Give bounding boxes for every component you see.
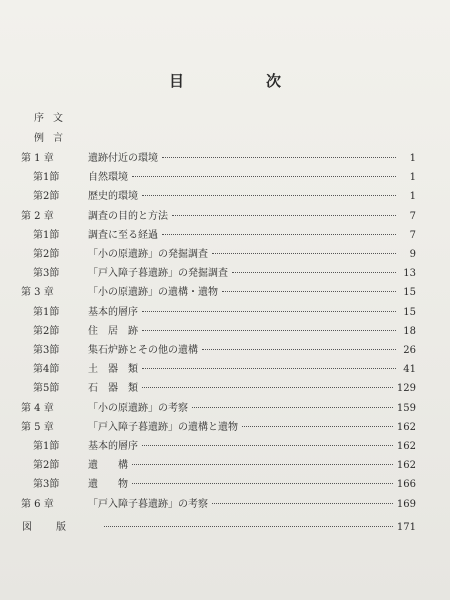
dot-leader [142,387,393,388]
toc-entry [0,343,450,359]
toc-entry-line [88,305,416,321]
toc-entry-line [88,362,416,378]
toc-entry [0,439,450,455]
toc-entry-line [88,324,416,340]
toc-entry [0,381,450,397]
toc-entry-title: 住 居 跡 [88,325,138,337]
toc-entry-line [88,170,416,186]
toc-entry [0,497,450,513]
page-number: 171 [396,522,416,533]
dot-leader [142,311,396,312]
toc-entry-title: 「小の原遺跡」の考察 [88,402,188,414]
dot-leader [132,464,393,465]
section-label: 第3節 [33,479,60,491]
page-number: 9 [409,249,416,260]
toc-entry [0,151,450,167]
section-label: 第2節 [33,325,60,337]
dot-leader [162,234,396,235]
dot-leader [242,426,393,427]
section-label: 第2節 [33,460,60,472]
toc-entry-title: 「小の原遺跡」の発掘調査 [88,249,208,260]
page-number: 13 [403,268,416,280]
toc-entry-line [88,228,416,244]
toc-entry-line [88,247,416,263]
page-number: 1 [409,153,416,164]
toc-entry-title: 「小の原遺跡」の遺構・遺物 [88,287,218,299]
section-label: 第1節 [33,229,60,241]
page-number: 162 [396,421,416,433]
toc-entry-title: 遺 物 [88,479,128,491]
section-label: 第5節 [33,383,60,395]
toc-entry [0,305,450,321]
dot-leader [132,483,393,484]
plates-label: 図版 [22,522,90,533]
plates-row [0,520,450,536]
chapter-label: 第 4 章 [21,402,54,414]
page-number: 162 [396,460,416,472]
chapter-label: 第 5 章 [21,421,54,433]
page-number: 7 [409,210,416,222]
toc-entry-title: 土 器 類 [88,364,138,376]
page-number: 1 [409,172,416,184]
toc-entry-title: 集石炉跡とその他の遺構 [88,345,198,356]
page-number: 26 [403,345,416,356]
dot-leader [212,503,393,504]
dot-leader [192,407,393,408]
page-number: 15 [403,306,416,318]
toc-entry-line [88,381,416,397]
page-number: 159 [396,402,416,414]
chapter-label: 第 2 章 [21,210,54,222]
page-number: 162 [396,441,416,452]
section-label: 第1節 [33,441,60,452]
page-number: 129 [396,383,416,395]
toc-entry-title: 調査に至る経過 [88,229,158,241]
dot-leader [142,330,396,331]
page-number: 18 [403,325,416,337]
toc-entry [0,477,450,493]
toc-entry-line [88,439,416,455]
page-number: 169 [396,498,416,510]
toc-entry-line [88,285,416,301]
page-number: 7 [409,229,416,241]
page-number: 41 [403,364,416,376]
toc-entry-line [88,209,416,225]
toc-entry [0,420,450,436]
toc-entry [0,228,450,244]
toc-entry-title: 石 器 類 [88,383,138,395]
section-label: 第4節 [33,364,60,376]
toc-entry [0,458,450,474]
dot-leader [162,157,396,158]
toc-entry-line [88,343,416,359]
section-label: 第3節 [33,345,60,356]
toc-entry [0,266,450,282]
section-label: 第2節 [33,249,60,260]
page-title [0,70,450,91]
toc-entry-line [88,477,416,493]
toc-entry-line [88,151,416,167]
front-matter-label: 例言 [34,133,72,144]
toc-entry [0,324,450,340]
dot-leader [142,445,393,446]
title-char-1: 目 [168,72,184,90]
toc-entry-title: 遺跡付近の環境 [88,153,158,164]
section-label: 第2節 [33,191,60,203]
toc-entry-line [88,458,416,474]
section-label: 第1節 [33,306,60,318]
section-label: 第1節 [33,172,60,184]
toc-entry-title: 「戸入障子暮遺跡」の遺構と遺物 [88,421,238,433]
dot-leader [172,215,396,216]
toc-entry [0,189,450,205]
toc-entry-line [88,401,416,417]
dot-leader [142,368,396,369]
dot-leader [104,526,393,527]
toc-entry-title: 基本的層序 [88,441,138,452]
page-number: 166 [396,479,416,491]
toc-entry-line [88,189,416,205]
toc-entry-line [88,420,416,436]
section-label: 第3節 [33,268,60,280]
toc-entry [0,362,450,378]
toc-entry [0,401,450,417]
front-matter-row [0,131,450,147]
chapter-label: 第 6 章 [21,498,54,510]
dot-leader [142,195,396,196]
page-number: 15 [403,287,416,299]
toc-entry [0,247,450,263]
front-matter-row [0,111,450,127]
toc-entry-title: 遺 構 [88,460,128,472]
toc-entry [0,170,450,186]
dot-leader [222,291,396,292]
toc-entry [0,285,450,301]
toc-entry-title: 歴史的環境 [88,191,138,203]
dot-leader [202,349,396,350]
toc-entry-title: 自然環境 [88,172,128,184]
dot-leader [232,272,396,273]
toc-entry-line [88,497,416,513]
toc-entry [0,209,450,225]
toc-entry-title: 「戸入障子暮遺跡」の考察 [88,498,208,510]
plates-entry [100,520,416,536]
toc-entry-title: 「戸入障子暮遺跡」の発掘調査 [88,268,228,280]
front-matter-label: 序文 [34,113,72,124]
dot-leader [132,176,396,177]
toc-entry-title: 調査の目的と方法 [88,210,168,222]
page-number: 1 [409,191,416,203]
title-char-2: 次 [266,72,282,90]
chapter-label: 第 3 章 [21,287,54,299]
dot-leader [212,253,396,254]
chapter-label: 第 1 章 [21,153,54,164]
toc-entry-title: 基本的層序 [88,306,138,318]
toc-entry-line [88,266,416,282]
